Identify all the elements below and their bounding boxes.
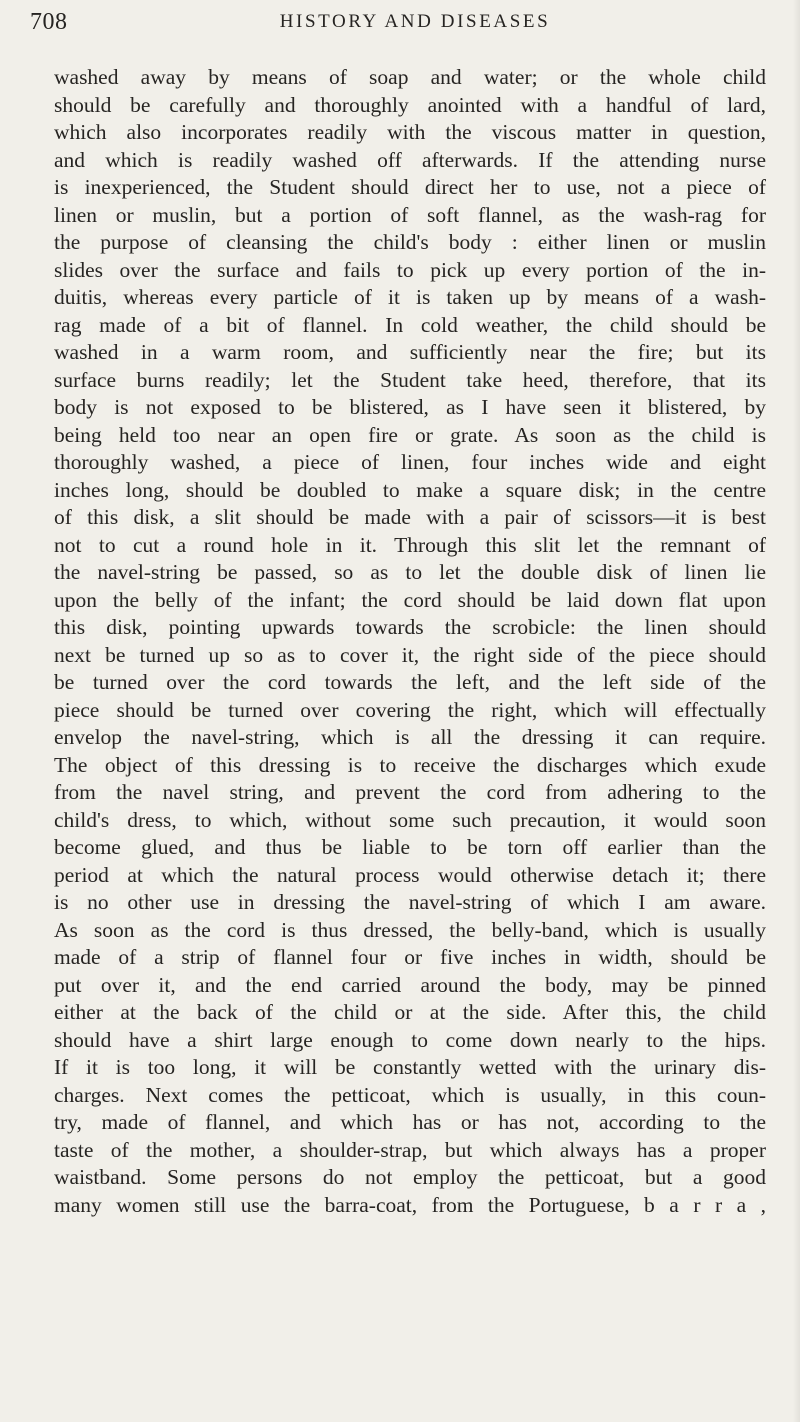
text-line: be turned over the cord towards the left, and the left side of the <box>54 670 766 694</box>
text-line: from the navel string, and prevent the cord from adhering to the <box>54 780 766 804</box>
text-line: upon the belly of the infant; the cord should be laid down flat upon <box>54 587 766 612</box>
text-line: the purpose of cleansing the child's body : either linen or muslin <box>54 230 766 254</box>
text-line: should be carefully and thoroughly anointed with a handful of lard, <box>54 92 766 117</box>
text-line: piece should be turned over covering the right, which will effectually <box>54 697 766 722</box>
text-line: try, made of flannel, and which has or has not, according to the <box>54 1110 766 1134</box>
text-line: rag made of a bit of flannel. In cold weather, the child should be <box>54 312 766 337</box>
text-line: slides over the surface and fails to pick up every portion of the in- <box>54 257 766 282</box>
text-line: being held too near an open fire or grate. As soon as the child is <box>54 422 766 447</box>
text-line: become glued, and thus be liable to be torn off earlier than the <box>54 835 766 859</box>
text-line: washed away by means of soap and water; or the whole child <box>54 65 766 89</box>
text-line: the navel-string be passed, so as to let the double disk of linen lie <box>54 560 766 584</box>
text-line: and which is readily washed off afterwards. If the attending nurse <box>54 147 766 172</box>
body-text <box>54 64 766 1219</box>
text-line: The object of this dressing is to receive the discharges which exude <box>54 752 766 777</box>
text-line: inches long, should be doubled to make a square disk; in the centre <box>54 477 766 502</box>
text-line: linen or muslin, but a portion of soft flannel, as the wash-rag for <box>54 202 766 227</box>
text-line: child's dress, to which, without some such precaution, it would soon <box>54 807 766 832</box>
text-line: body is not exposed to be blistered, as I have seen it blistered, by <box>54 395 766 419</box>
text-line: As soon as the cord is thus dressed, the belly-band, which is usually <box>54 917 766 942</box>
text-line: thoroughly washed, a piece of linen, four inches wide and eight <box>54 450 766 474</box>
text-line: period at which the natural process would otherwise detach it; there <box>54 862 766 887</box>
text-line: If it is too long, it will be constantly wetted with the urinary dis- <box>54 1055 766 1079</box>
text-line: this disk, pointing upwards towards the scrobicle: the linen should <box>54 615 766 639</box>
text-line: many women still use the barra-coat, from the Portuguese, b a r r a , <box>54 1192 766 1217</box>
text-line: put over it, and the end carried around the body, may be pinned <box>54 972 766 997</box>
text-line: either at the back of the child or at the side. After this, the child <box>54 1000 766 1024</box>
text-line: which also incorporates readily with the viscous matter in question, <box>54 120 766 144</box>
text-line: should have a shirt large enough to come down nearly to the hips. <box>54 1027 766 1052</box>
text-line: taste of the mother, a shoulder-strap, but which always has a proper <box>54 1137 766 1162</box>
running-head <box>30 0 766 44</box>
text-line: waistband. Some persons do not employ the petticoat, but a good <box>54 1165 766 1189</box>
text-line: charges. Next comes the petticoat, which is usually, in this coun- <box>54 1082 766 1107</box>
text-line: made of a strip of flannel four or five inches in width, should be <box>54 945 766 969</box>
running-head-title: HISTORY AND DISEASES <box>279 11 551 32</box>
text-line: is no other use in dressing the navel-string of which I am aware. <box>54 890 766 914</box>
text-line: next be turned up so as to cover it, the right side of the piece should <box>54 642 766 667</box>
text-line: duitis, whereas every particle of it is taken up by means of a wash- <box>54 285 766 309</box>
text-line: washed in a warm room, and sufficiently near the fire; but its <box>54 340 766 364</box>
text-line: envelop the navel-string, which is all the dressing it can require. <box>54 725 766 749</box>
text-line: is inexperienced, the Student should direct her to use, not a piece of <box>54 175 766 199</box>
text-line: of this disk, a slit should be made with a pair of scissors—it is best <box>54 505 766 529</box>
text-line: not to cut a round hole in it. Through this slit let the remnant of <box>54 532 766 557</box>
page-number: 708 <box>30 9 68 35</box>
text-line: surface burns readily; let the Student take heed, therefore, that its <box>54 367 766 392</box>
